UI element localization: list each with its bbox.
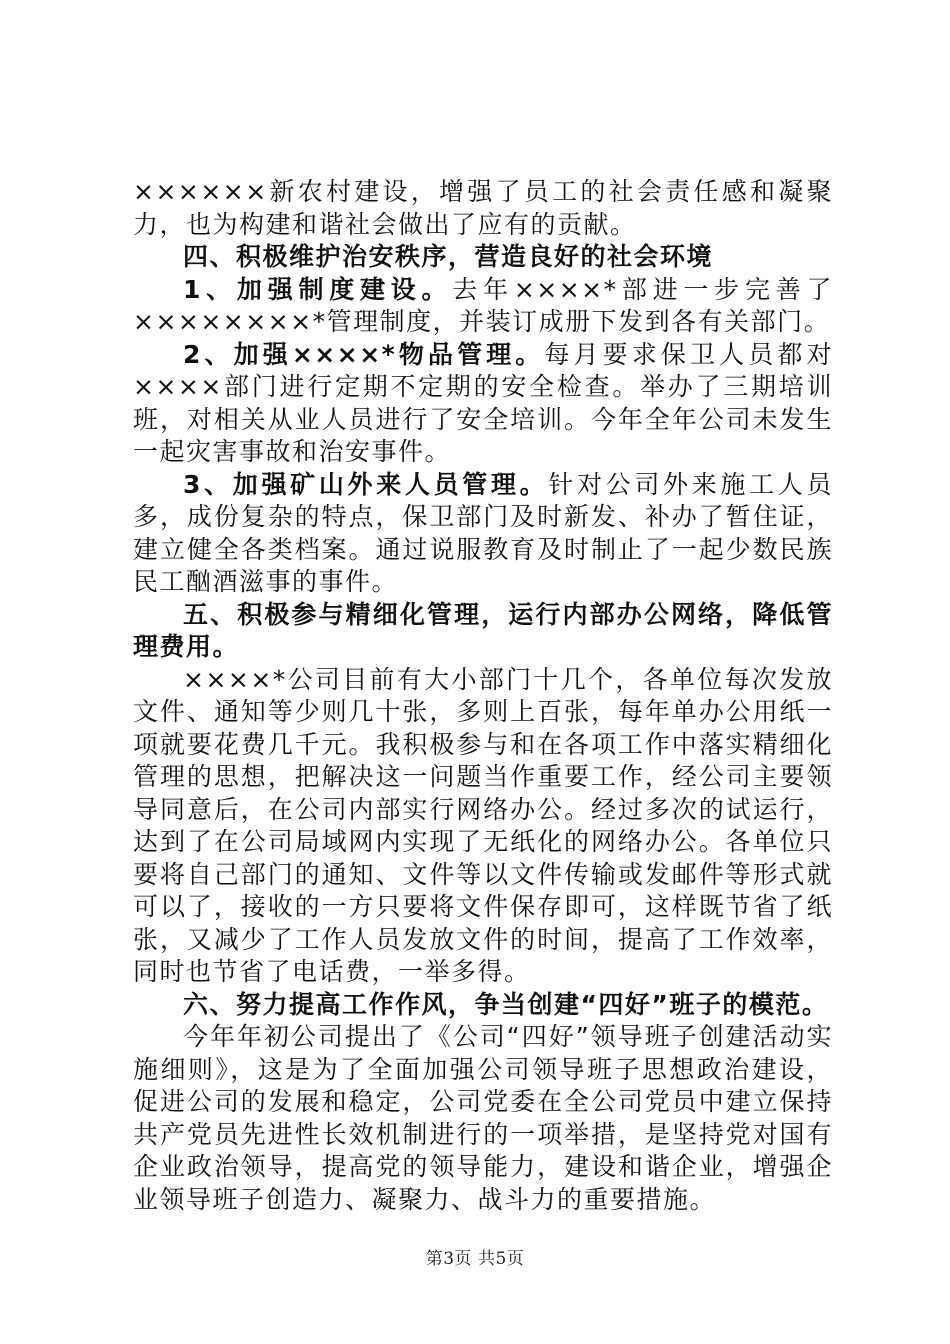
heading-text: 六、努力提高工作作风，争当创建“四好”班子的模范。	[183, 989, 829, 1019]
section-4-heading	[133, 241, 833, 274]
section-5-body	[133, 664, 833, 989]
paragraph-text: 今年年初公司提出了《公司“四好”领导班子创建活动实施细则》，这是为了全面加强公司领导班子思想政治建设，促进公司的发展和稳定，公司党委在全公司党员中建立保持共产党员先进性长效机制进行的一项举措，是坚持党对国有企业政治领导，提高党的领导能力，建设和谐企业，增强企业领导班子创造力、凝聚力、战斗力的重要措施。	[133, 1022, 833, 1214]
item-lead: 1、加强制度建设。	[183, 274, 453, 304]
section-6-heading	[133, 989, 833, 1022]
page-number-label: 第3页 共5页	[425, 1249, 525, 1269]
page-footer	[0, 1244, 950, 1269]
paragraph-text: ××××××新农村建设，增强了员工的社会责任感和凝聚力，也为构建和谐社会做出了应有的贡献。	[133, 177, 833, 239]
heading-text: 五、积极参与精细化管理，运行内部办公网络，降低管理费用。	[133, 599, 833, 661]
item-text: 每月要求保卫人员都对××××部门进行定期不定期的安全检查。举办了三期培训班，对相关从业人员进行了安全培训。今年全年公司未发生一起灾害事故和治安事件。	[133, 339, 833, 466]
item-4-3	[133, 469, 833, 599]
heading-text: 四、积极维护治安秩序，营造良好的社会环境	[183, 242, 714, 271]
section-5-heading	[133, 599, 833, 664]
document-body	[133, 176, 833, 1216]
paragraph-continuation	[133, 176, 833, 241]
paragraph-text: ××××*公司目前有大小部门十几个，各单位每次发放文件、通知等少则几十张，多则上百张，每年单办公用纸一项就要花费几千元。我积极参与和在各项工作中落实精细化管理的思想，把解决这一问题当作重要工作，经公司主要领导同意后，在公司内部实行网络办公。经过多次的试运行，达到了在公司局域网内实现了无纸化的网络办公。各单位只要将自己部门的通知、文件等以文件传输或发邮件等形式就可以了，接收的一方只要将文件保存即可，这样既节省了纸张，又减少了工作人员发放文件的时间，提高了工作效率，同时也节省了电话费，一举多得。	[133, 664, 833, 986]
item-lead: 2、加强××××*物品管理。	[183, 339, 545, 369]
item-text: 去年××××*部进一步完善了××××××××*管理制度，并装订成册下发到各有关部门。	[133, 274, 833, 336]
item-text: 针对公司外来施工人员多，成份复杂的特点，保卫部门及时新发、补办了暂住证，建立健全各类档案。通过说服教育及时制止了一起少数民族民工酗酒滋事的事件。	[133, 469, 833, 596]
item-4-2	[133, 339, 833, 469]
item-lead: 3、加强矿山外来人员管理。	[183, 469, 549, 499]
item-4-1	[133, 274, 833, 339]
section-6-body	[133, 1021, 833, 1216]
